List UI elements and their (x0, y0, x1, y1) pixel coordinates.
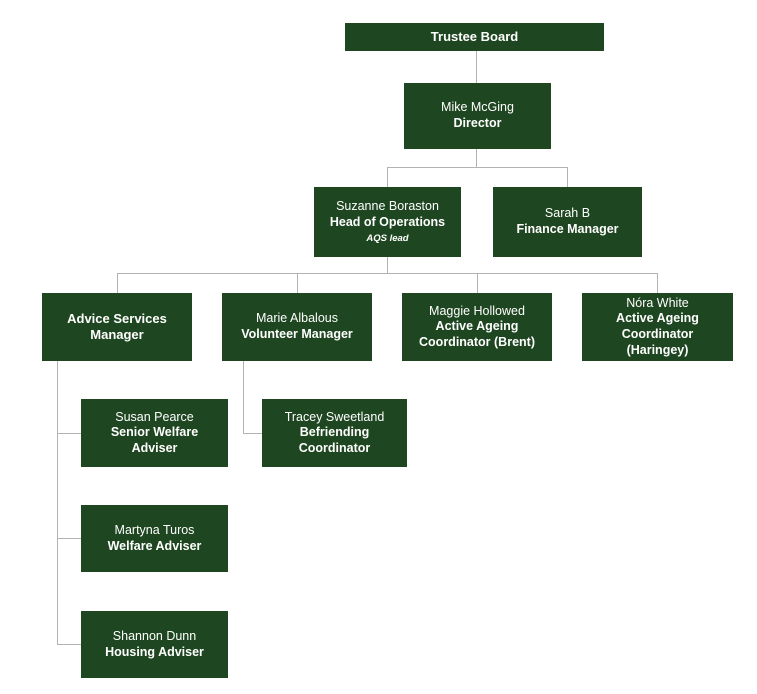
node-director-title: Director (453, 116, 502, 130)
node-finance-manager-title: Finance Manager (516, 222, 619, 236)
connector-to-head-of-operations (387, 167, 388, 187)
connector-trustee-to-director (476, 51, 477, 83)
node-welfare-adviser[interactable] (81, 505, 228, 572)
node-advice-services-manager-title: Advice Services Manager (67, 310, 167, 342)
node-active-ageing-haringey[interactable] (582, 293, 733, 361)
connector-operations-down (387, 257, 388, 273)
node-housing-adviser-name: Shannon Dunn (112, 628, 197, 643)
node-volunteer-manager[interactable] (222, 293, 372, 361)
node-active-ageing-brent-name: Maggie Hollowed (429, 303, 525, 318)
node-senior-welfare-adviser-name: Susan Pearce (115, 409, 194, 424)
connector-advice-services-spine (57, 361, 58, 644)
node-active-ageing-haringey-name: Nóra White (626, 295, 689, 310)
node-volunteer-manager-title: Volunteer Manager (241, 327, 353, 341)
node-befriending-coordinator-name: Tracey Sweetland (284, 409, 385, 424)
connector-to-active-ageing-haringey (657, 273, 658, 293)
node-welfare-adviser-title: Welfare Adviser (107, 538, 202, 553)
connector-to-senior-welfare-adviser (57, 433, 81, 434)
node-director-name: Mike McGing (441, 100, 514, 115)
connector-to-active-ageing-brent (477, 273, 478, 293)
node-trustee-board[interactable] (345, 23, 604, 51)
node-advice-services-manager[interactable] (42, 293, 192, 361)
connector-director-down (476, 149, 477, 167)
connector-operations-bus (117, 273, 657, 274)
node-head-of-operations-title: Head of Operations (329, 214, 446, 229)
node-head-of-operations-name: Suzanne Boraston (336, 198, 439, 213)
node-volunteer-manager-name: Marie Albalous (256, 311, 338, 326)
node-senior-welfare-adviser-title: Senior Welfare Adviser (110, 425, 199, 455)
node-befriending-coordinator-title: Befriending Coordinator (298, 425, 371, 455)
node-senior-welfare-adviser[interactable] (81, 399, 228, 467)
node-active-ageing-haringey-title: Active Ageing Coordinator (Haringey) (616, 311, 699, 357)
node-trustee-board-title: Trustee Board (430, 28, 519, 44)
node-finance-manager-name: Sarah B (544, 206, 591, 221)
node-befriending-coordinator[interactable] (262, 399, 407, 467)
node-active-ageing-brent-title: Active Ageing Coordinator (Brent) (419, 319, 535, 349)
node-head-of-operations[interactable] (314, 187, 461, 257)
node-housing-adviser[interactable] (81, 611, 228, 678)
connector-director-bus (387, 167, 568, 168)
connector-to-housing-adviser (57, 644, 81, 645)
node-housing-adviser-title: Housing Adviser (105, 644, 204, 659)
node-active-ageing-brent[interactable] (402, 293, 552, 361)
connector-volunteer-spine (243, 361, 244, 433)
connector-to-finance-manager (567, 167, 568, 187)
connector-to-advice-services-manager (117, 273, 118, 293)
node-welfare-adviser-name: Martyna Turos (114, 522, 195, 537)
connector-to-befriending-coordinator (243, 433, 262, 434)
node-director[interactable] (404, 83, 551, 149)
node-head-of-operations-sub: AQS lead (366, 233, 409, 245)
connector-to-welfare-adviser (57, 538, 81, 539)
connector-to-volunteer-manager (297, 273, 298, 293)
node-finance-manager[interactable] (493, 187, 642, 257)
